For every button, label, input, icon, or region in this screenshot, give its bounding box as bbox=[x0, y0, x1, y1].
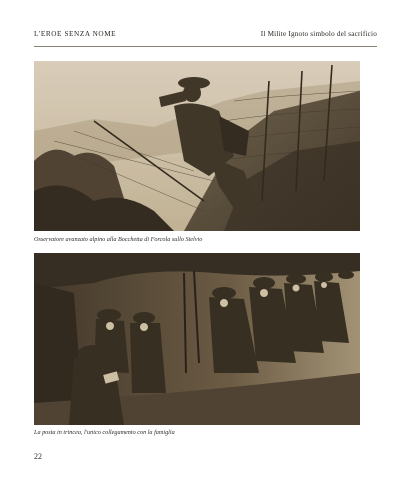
caption-alpine-observer: Osservatore avanzato alpino alla Bocchetta di Forcola sullo Stelvio bbox=[34, 236, 203, 243]
header-divider bbox=[34, 46, 377, 47]
caption-trench-mail: La posta in trincea, l'unico collegamento con la famiglia bbox=[34, 429, 175, 436]
page-number: 22 bbox=[34, 452, 42, 461]
book-title: L'EROE SENZA NOME bbox=[34, 30, 117, 38]
photo-alpine-observer bbox=[34, 61, 360, 231]
chapter-title: Il Milite Ignoto simbolo del sacrificio bbox=[260, 30, 377, 38]
running-header bbox=[34, 30, 377, 44]
photo-trench-mail bbox=[34, 253, 360, 425]
